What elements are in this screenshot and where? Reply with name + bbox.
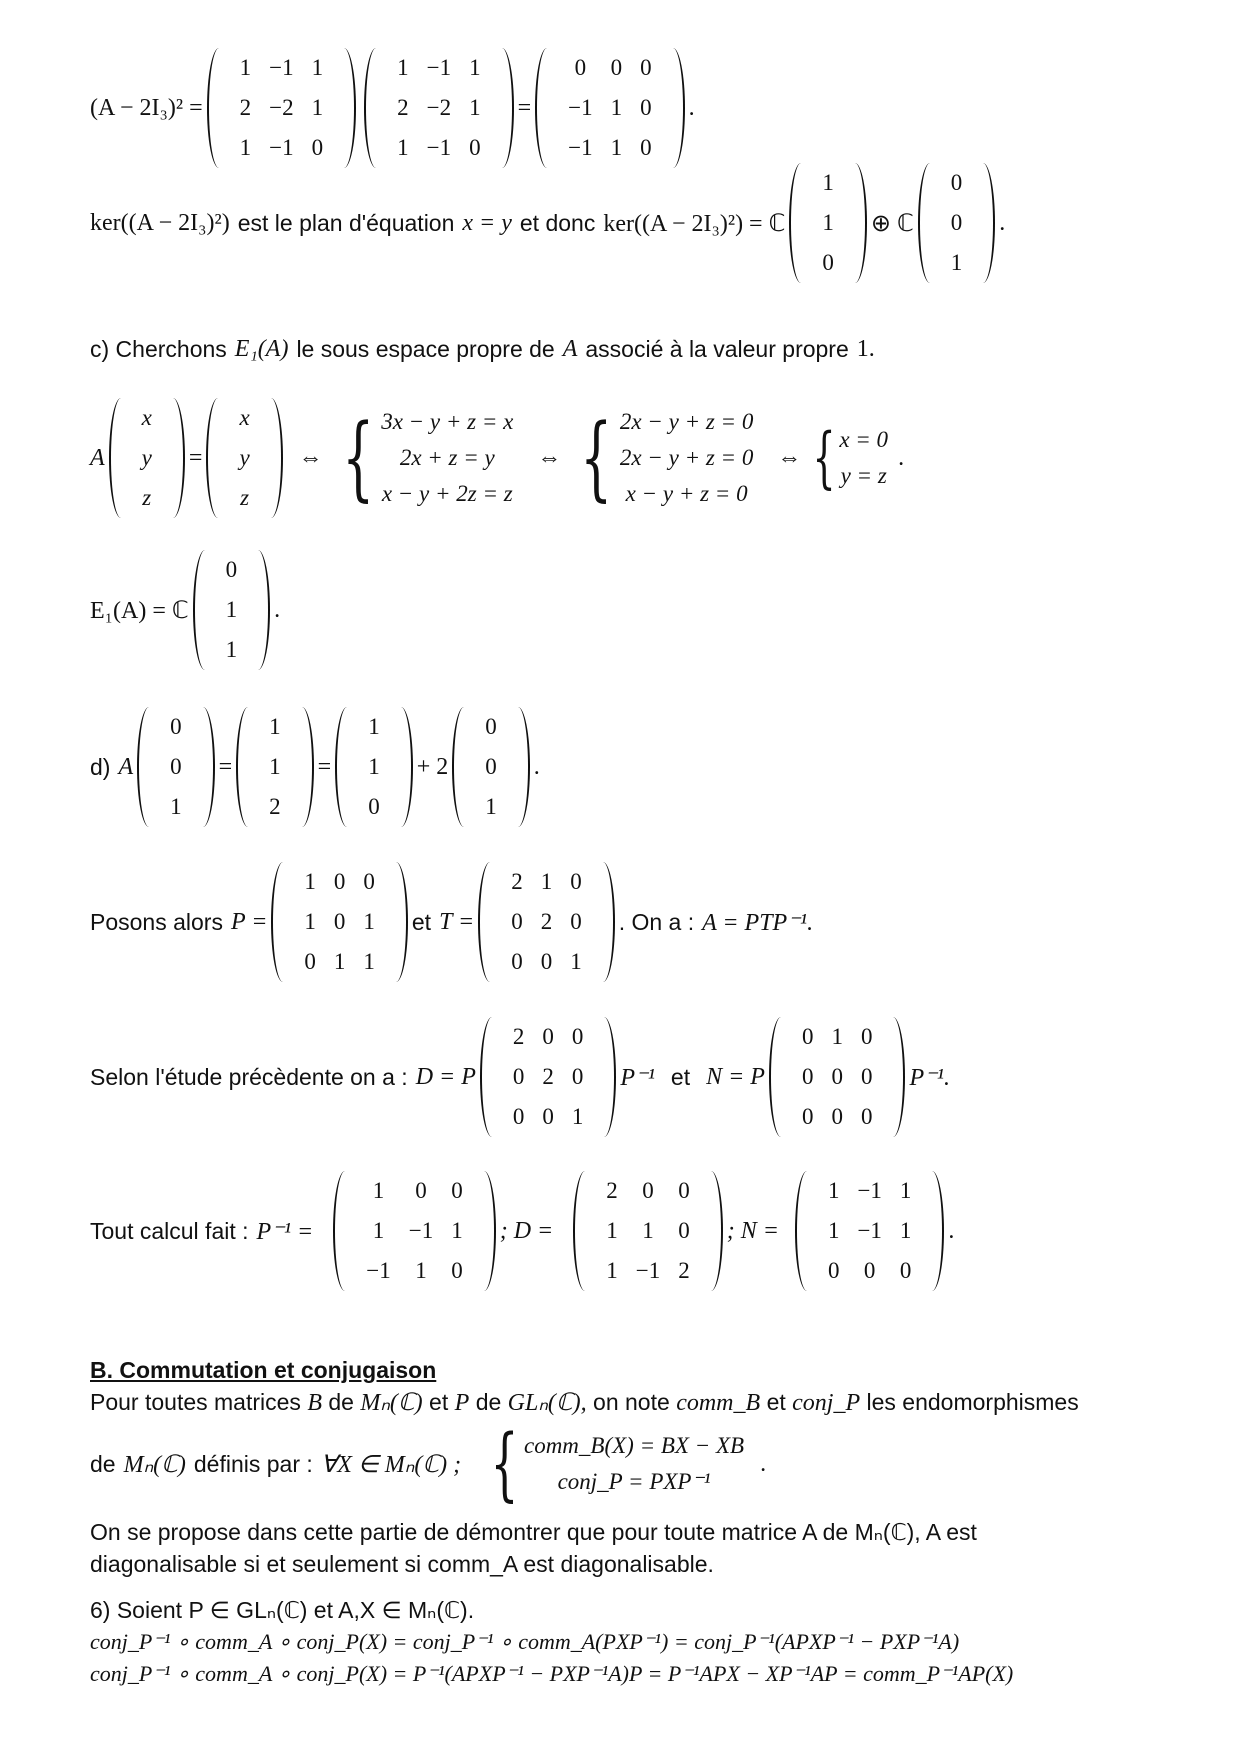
matrix-entry: 0 [304,949,316,974]
left-paren [109,398,133,518]
vector [918,163,996,283]
right-paren [881,1017,905,1137]
left-paren [573,1171,597,1291]
period: . [274,596,281,623]
matrix [333,1171,495,1291]
matrix-entry: 0 [368,794,380,819]
matrix-a: A [118,753,134,780]
left-paren [335,707,359,827]
n-label: N = P [706,1063,765,1090]
vector [236,707,314,827]
right-paren [332,48,356,168]
matrix-entry: 0 [860,1024,873,1049]
matrix-entry: 0 [801,1104,814,1129]
equation-line: 2x + z = y [399,445,495,470]
text: Selon l'étude précèdente on a : [90,1063,408,1090]
right-paren [591,862,615,982]
matrix-entry: 0 [610,55,623,80]
vector [452,707,530,827]
matrix-entry: z [142,485,152,510]
matrix [364,48,513,168]
matrix-entry: −1 [568,95,593,120]
matrix-entry: 0 [333,869,346,894]
matrix-entry: 1 [899,1178,912,1203]
vector [193,550,271,670]
matrix-entry: 0 [542,1104,554,1129]
matrix-entry: 0 [511,949,523,974]
matrix [573,1171,722,1291]
matrix-entry: 0 [950,210,963,235]
system [839,422,888,494]
matrix-entry: 2 [269,794,281,819]
matrix-entry: −1 [426,135,452,160]
matrix-entry: 0 [540,949,553,974]
matrix-entry: 0 [451,1258,463,1283]
text: on note [593,1389,670,1415]
matrix-entry: 0 [363,869,375,894]
matrix-entry: −1 [269,135,294,160]
matrix-entry: 1 [311,95,324,120]
equals: = [218,753,233,780]
matrix-entry: 0 [831,1064,843,1089]
text: le sous espace propre de [296,336,555,362]
period: . [760,1450,767,1477]
section-b-definition [90,1417,767,1510]
matrix-entry: 0 [678,1178,690,1203]
p-inverse-label: P⁻¹ = [256,1218,314,1245]
equation: x = y [462,209,512,236]
right-paren [472,1171,496,1291]
symbol: B [307,1390,322,1416]
matrix-entry: 1 [397,135,409,160]
matrix-entry: −2 [269,95,294,120]
symbol: conj_P [792,1390,861,1416]
matrix-entry: 0 [822,250,834,275]
text: de [90,1450,116,1477]
matrix-entry: 2 [540,909,553,934]
matrix-entry: 0 [863,1258,876,1283]
matrix-entry: z [240,485,250,510]
matrix [271,862,408,982]
equation-line: 3x − y + z = x [381,409,514,434]
matrix-entry: 1 [899,1218,912,1243]
system [620,404,753,512]
iff: ⇔ [298,444,323,471]
row-tout-calcul [90,1171,954,1291]
matrix-a: A [562,336,578,362]
matrix-entry: 0 [801,1064,814,1089]
left-paren [333,1171,357,1291]
kernel-expr: ker((A − 2I₃)²) [90,209,230,236]
left-brace: { [812,419,836,496]
matrix-entry: 1 [269,754,281,779]
matrix-entry: 1 [304,869,316,894]
row-part-c [90,336,875,363]
left-paren [206,398,230,518]
matrix-entry: 1 [415,1258,427,1283]
right-paren [971,163,995,283]
matrix-entry: 1 [304,909,316,934]
matrix-entry: 1 [368,754,380,779]
matrix-entry: 0 [571,1024,584,1049]
iff: ⇔ [537,444,562,471]
matrix-entry: 1 [485,794,497,819]
matrix-entry: 1 [333,949,346,974]
text: et [670,1063,691,1090]
question-6 [90,1594,1170,1690]
matrix-entry: 0 [571,1064,584,1089]
matrix-entry: −1 [269,55,294,80]
row-kernel [90,163,1005,283]
matrix-entry: 0 [640,55,652,80]
matrix-entry: 1 [610,95,623,120]
text: les endomorphismes [866,1389,1079,1415]
equation-line: 2x − y + z = 0 [619,445,754,470]
matrix-entry: 1 [950,250,963,275]
equals: = [517,94,532,121]
left-paren [452,707,476,827]
period: . [688,94,695,121]
matrix [795,1171,944,1291]
matrix-entry: 0 [640,95,652,120]
matrix-entry: 1 [363,949,375,974]
matrix-entry: 2 [397,95,409,120]
row-e1 [90,550,280,670]
left-paren [236,707,260,827]
text: est le plan d'équation [237,209,455,236]
right-paren [490,48,514,168]
formula: conj_P⁻¹ ∘ comm_A ∘ conj_P(X) = P⁻¹(APXP⁻¹ − PXP⁻¹A)P = P⁻¹APX − XP⁻¹AP = comm_P⁻¹AP(X) [90,1661,1014,1686]
matrix-entry: −1 [568,135,593,160]
section-b-para1 [90,1386,1230,1419]
left-brace: { [341,404,375,511]
matrix-entry: 0 [512,1104,525,1129]
matrix-entry: 0 [512,1064,525,1089]
matrix-entry: 1 [606,1218,618,1243]
matrix-entry: 0 [860,1064,873,1089]
matrix-entry: 2 [239,95,252,120]
matrix-entry: 1 [606,1258,618,1283]
right-paren [592,1017,616,1137]
p-inverse: P⁻¹ [620,1064,655,1091]
equals: = [317,753,332,780]
matrix-entry: 0 [225,557,238,582]
matrix-entry: 1 [239,55,252,80]
text: diagonalisable si et seulement si comm_A est diagonalisable. [90,1551,714,1577]
symbol: comm_B [676,1390,761,1416]
matrix-entry: 0 [170,714,182,739]
vector [335,707,413,827]
matrix-entry: −1 [426,55,452,80]
matrix-a: A [90,444,105,471]
plus-two: + 2 [416,753,449,780]
matrix-entry: 1 [827,1178,840,1203]
matrix-entry: 1 [372,1178,385,1203]
matrix-entry: 1 [311,55,324,80]
matrix-entry: 0 [511,909,523,934]
t-label: T = [439,908,475,935]
right-paren [389,707,413,827]
equation-line: x = 0 [839,427,889,452]
symbol: P [454,1390,470,1416]
text: . On a : [618,908,695,935]
d-label: D = P [415,1063,476,1090]
matrix-entry: 0 [831,1104,843,1129]
direct-sum: ⊕ ℂ [870,210,914,237]
matrix-entry: −2 [426,95,452,120]
label: d) [90,753,111,780]
text: 6) Soient P ∈ GLₙ(ℂ) et A,X ∈ Mₙ(ℂ). [90,1597,475,1623]
matrix [535,48,684,168]
matrix-entry: 1 [831,1024,843,1049]
matrix-entry: 0 [801,1024,814,1049]
right-paren [843,163,867,283]
matrix-entry: 1 [570,949,582,974]
left-paren [364,48,388,168]
lhs: (A − 2I₃)² = [90,94,203,121]
matrix-entry: 0 [170,754,182,779]
matrix-entry: 1 [451,1218,463,1243]
vector [789,163,867,283]
period: . [948,1217,955,1244]
matrix [478,862,615,982]
matrix-entry: 0 [469,135,481,160]
matrix-entry: 1 [170,794,182,819]
left-paren [271,862,295,982]
right-paren [161,398,185,518]
matrix [207,48,356,168]
matrix-entry: 0 [950,170,963,195]
matrix-entry: 0 [860,1104,873,1129]
matrix-entry: 1 [571,1104,584,1129]
symbol: Mₙ(ℂ) [123,1451,186,1478]
matrix-entry: y [239,445,250,470]
matrix-entry: 2 [606,1178,618,1203]
vector [109,398,185,518]
right-paren [920,1171,944,1291]
matrix-entry: 0 [542,1024,554,1049]
system [381,404,513,512]
text: Pour toutes matrices [90,1389,301,1415]
matrix-entry: 1 [225,637,238,662]
left-paren [918,163,942,283]
matrix-entry: −1 [857,1218,882,1243]
matrix-entry: 0 [827,1258,840,1283]
text: et [411,908,432,935]
matrix-entry: 0 [899,1258,912,1283]
row-square-matrix [90,48,695,168]
matrix-entry: 1 [397,55,409,80]
matrix-entry: 0 [570,909,582,934]
right-paren [506,707,530,827]
matrix-entry: 1 [363,909,375,934]
matrix-entry: 1 [239,135,252,160]
equation-line: 2x − y + z = 0 [619,409,754,434]
matrix-entry: 0 [451,1178,463,1203]
row-system [90,398,904,518]
equation-line: y = z [840,463,887,488]
right-paren [259,398,283,518]
value: 1. [856,336,875,362]
matrix-entry: 1 [372,1218,385,1243]
text: définis par : [193,1450,313,1477]
matrix [480,1017,617,1137]
vector [137,707,215,827]
row-part-d [90,707,540,827]
matrix-entry: 0 [485,754,497,779]
right-paren [246,550,270,670]
n-label: ; N = [726,1217,779,1244]
matrix-entry: x [239,405,250,430]
section-b-para3 [90,1516,1170,1580]
matrix-entry: 1 [642,1218,654,1243]
period: . [533,753,540,780]
matrix-entry: −1 [408,1218,434,1243]
right-paren [699,1171,723,1291]
left-paren [207,48,231,168]
matrix [769,1017,906,1137]
eigenspace: E₁(A) [234,336,289,362]
matrix-entry: 2 [678,1258,690,1283]
left-paren [137,707,161,827]
equation-line: x − y + 2z = z [381,481,513,506]
left-brace: { [580,404,613,511]
row-selon [90,1017,950,1137]
matrix-entry: y [141,445,152,470]
matrix-entry: 1 [540,869,553,894]
equals: = [188,444,203,471]
matrix-entry: 1 [827,1218,840,1243]
matrix-entry: 0 [333,909,346,934]
symbol: Mₙ(ℂ) [360,1390,423,1416]
matrix-entry: 0 [640,135,652,160]
left-paren [535,48,559,168]
matrix-entry: 0 [485,714,497,739]
matrix-entry: 1 [269,714,281,739]
period: . [898,444,905,471]
matrix-entry: 0 [678,1218,690,1243]
left-paren [789,163,813,283]
text: On se propose dans cette partie de démontrer que pour toute matrice A de Mₙ(ℂ), A est [90,1519,977,1545]
matrix-entry: 2 [511,869,523,894]
matrix-entry: x [141,405,152,430]
matrix-entry: 0 [574,55,587,80]
relation: A = PTP⁻¹. [702,909,814,936]
text: associé à la valeur propre [585,336,849,362]
text: c) Cherchons [90,336,227,362]
matrix-entry: 1 [225,597,238,622]
matrix-entry: 1 [610,135,623,160]
section-b-title [90,1354,1170,1386]
right-paren [661,48,685,168]
matrix-entry: 0 [642,1178,654,1203]
matrix-entry: 1 [822,170,834,195]
equation-line: x − y + z = 0 [625,481,748,506]
e1-expr: E₁(A) = ℂ [90,597,189,624]
right-paren [191,707,215,827]
row-posons [90,862,813,982]
iff: ⇔ [777,444,802,471]
left-paren [193,550,217,670]
text: et [429,1389,449,1415]
left-paren [478,862,502,982]
matrix-entry: 0 [311,135,324,160]
system [524,1428,744,1500]
matrix-entry: −1 [635,1258,661,1283]
section-title: B. Commutation et conjugaison [90,1357,437,1383]
p-inverse: P⁻¹. [909,1064,950,1091]
left-paren [480,1017,504,1137]
left-paren [769,1017,793,1137]
text: Tout calcul fait : [90,1217,249,1244]
text: et [766,1389,786,1415]
matrix-entry: 1 [368,714,380,739]
d-label: ; D = [499,1217,554,1244]
vector [206,398,282,518]
matrix-entry: 1 [469,55,481,80]
period: . [999,209,1006,236]
matrix-entry: 0 [570,869,582,894]
matrix-entry: 2 [542,1064,554,1089]
matrix-entry: −1 [366,1258,391,1283]
text: de [475,1389,502,1415]
matrix-entry: 1 [822,210,834,235]
p-label: P = [230,908,268,935]
matrix-entry: 1 [469,95,481,120]
quantifier: ∀X ∈ Mₙ(ℂ) ; [320,1451,462,1478]
text: et donc [519,209,596,236]
text: de [328,1389,354,1415]
equation-line: comm_B(X) = BX − XB [523,1433,745,1458]
matrix-entry: −1 [857,1178,882,1203]
matrix-entry: 2 [512,1024,525,1049]
right-paren [384,862,408,982]
left-brace: { [490,1417,519,1510]
text: Posons alors [90,908,223,935]
formula: conj_P⁻¹ ∘ comm_A ∘ conj_P(X) = conj_P⁻¹ ∘ comm_A(PXP⁻¹) = conj_P⁻¹(APXP⁻¹ − PXP⁻¹A) [90,1629,960,1654]
left-paren [795,1171,819,1291]
right-paren [290,707,314,827]
kernel-expr: ker((A − 2I₃)²) = ℂ [603,210,786,237]
symbol: GLₙ(ℂ), [507,1390,587,1416]
matrix-entry: 0 [415,1178,427,1203]
equation-line: conj_P = PXP⁻¹ [557,1469,711,1494]
